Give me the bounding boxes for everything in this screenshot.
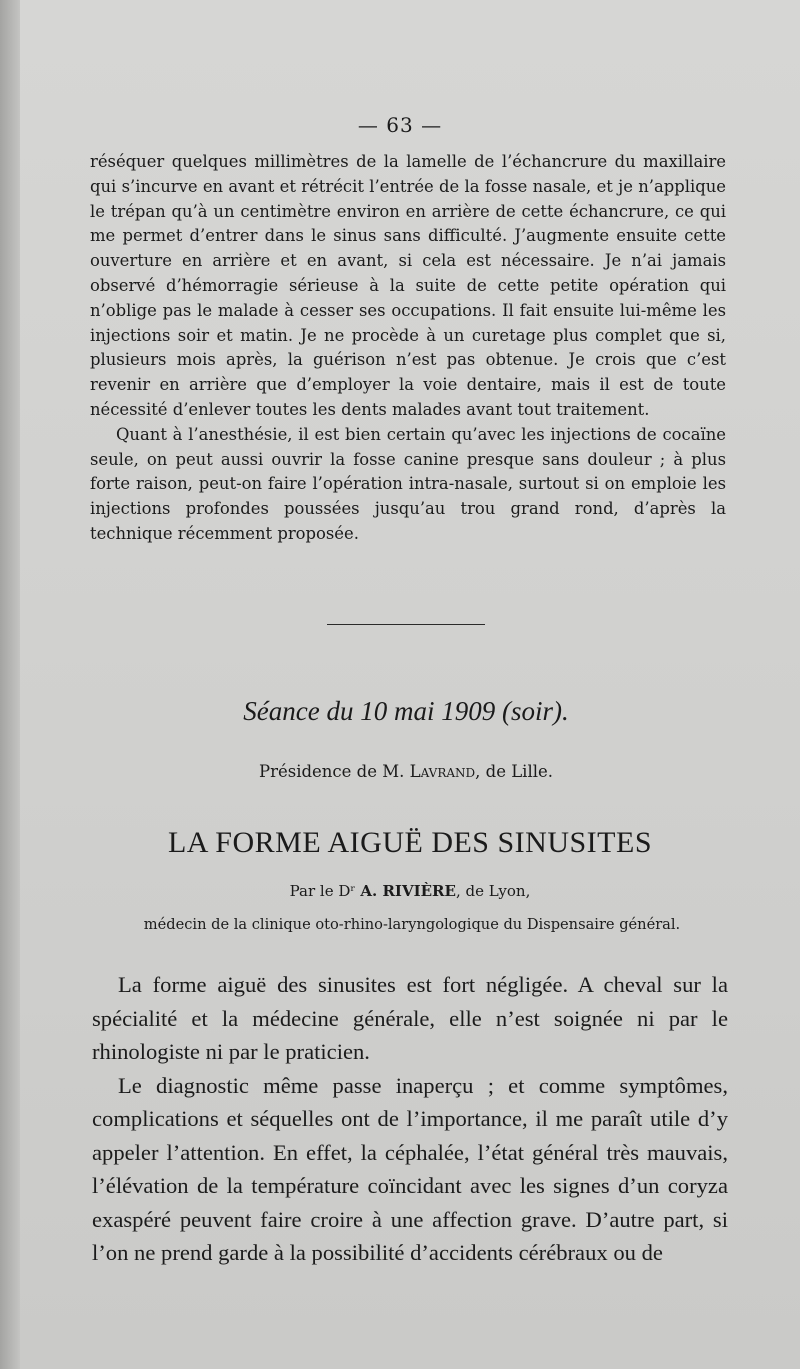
page-spine-shadow [0,0,20,1369]
article-byline [0,882,800,900]
presidence-line [0,762,800,781]
author-affiliation: médecin de la clinique oto-rhino-laryngologique du Dispensaire général. [143,916,681,933]
article-paragraph: Le diagnostic même passe inaperçu ; et comme symptômes, complications et séquelles ont de l’importance, il me paraît utile d’y appeler l’attention. En effet, la céphalée, l’état général très mauvais, l’élévation de la température coïncidant avec les signes d’un coryza exaspéré peuvent faire croire à une affection grave. D’autre part, si l’on ne prend garde à la possibilité d’accidents cérébraux ou de [92,1072,728,1265]
byline-suffix: , de Lyon, [455,882,531,900]
article-title: LA FORME AIGUË DES SINUSITES [167,826,653,859]
presidence-suffix: , de Lille. [475,762,554,781]
session-heading: Séance du 10 mai 1909 (soir). [243,696,569,726]
author-name: A. RIVIÈRE [360,882,456,900]
page-number: — 63 — [357,113,443,137]
continued-discussion-text [90,150,726,547]
section-divider-rule [327,624,485,625]
presidence-prefix: Présidence de M. [258,762,410,781]
article-body [92,968,728,1270]
continued-paragraph: réséquer quelques millimètres de la lamelle de l’échancrure du maxillaire qui s’incurve en avant et rétrécit l’entrée de la fosse nasale, et je n’applique le trépan qu’à un centimètre environ en arrière de cette échancrure, ce qui me permet d’entrer dans le sinus sans difficulté. J’augmente ensuite cette ouverture en arrière et en avant, si cela est nécessaire. Je n’ai jamais observé d’hémorragie sérieuse à la suite de cette petite opération qui n’oblige pas le malade à cesser ses occupations. Il fait ensuite lui-même les injections soir et matin. Je ne procède à un curetage plus complet que si, plusieurs mois après, la guérison n’est pas obtenue. Je crois que c’est revenir en arrière que d’employer la voie dentaire, mais il est de toute nécessité d’enlever toutes les dents malades avant tout traitement. [90,152,726,419]
byline-prefix: Par le Dʳ [289,882,361,900]
president-name: Lavrand [409,762,476,781]
article-paragraph: La forme aiguë des sinusites est fort négligée. A cheval sur la spécialité et la médecine générale, elle n’est soignée ni par le rhinologiste ni par le praticien. [92,972,728,1064]
continued-paragraph: Quant à l’anesthésie, il est bien certain qu’avec les injections de cocaïne seule, on peut aussi ouvrir la fosse canine presque sans douleur ; à plus forte raison, peut-on faire l’opération intra-nasale, surtout si on emploie les injections profondes poussées jusqu’au trou grand rond, d’après la technique récemment proposée. [90,424,726,543]
